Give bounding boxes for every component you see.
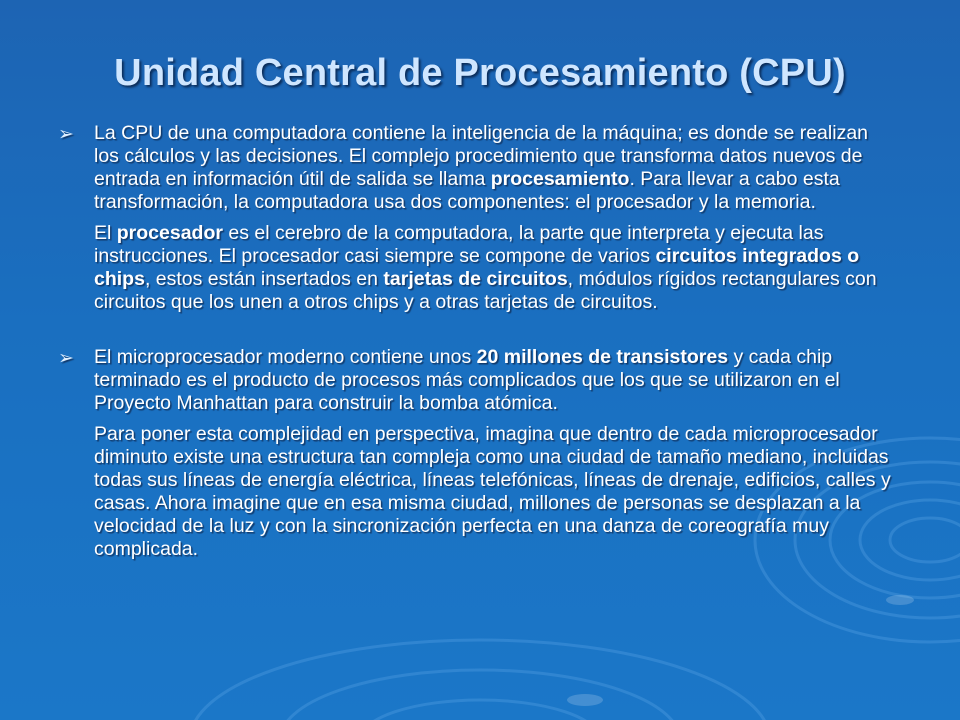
text-run: El — [94, 222, 117, 244]
paragraph-perspectiva — [58, 423, 898, 561]
paragraph-cpu-intro — [94, 122, 898, 214]
slide-title: Unidad Central de Procesamiento (CPU) — [114, 52, 846, 94]
bold-term-tarjetas: tarjetas de circuitos — [383, 268, 568, 290]
text-run: Para poner esta complejidad en perspectiva, imagina que dentro de cada microprocesador diminuto existe una estructura tan compleja como una ciudad de tamaño mediano, incluidas todas sus líneas de energía eléctrica, líneas telefónicas, líneas de drenaje, edificios, calles y casas. Ahora imagine que en esa misma ciudad, millones de personas se desplazan a la velocidad de la luz y con la sincronización perfecta en una danza de coreografía muy complicada. — [94, 423, 891, 560]
text-run: . Para llevar a cabo esta transformación, la computadora usa dos componentes: el procesador y la memoria. — [94, 168, 840, 213]
arrow-bullet-icon: ➢ — [58, 348, 74, 369]
bold-term-procesador: procesador — [116, 222, 223, 244]
bold-term-procesamiento: procesamiento — [490, 168, 630, 190]
slide-body — [58, 122, 898, 561]
spacer — [58, 314, 898, 346]
text-run: El microprocesador moderno contiene unos — [94, 346, 477, 368]
text-run: , estos están insertados en — [144, 268, 384, 290]
text-run: y cada chip terminado es el producto de procesos más complicados que los que se utilizaron en el Proyecto Manhattan para construir la bomba atómica. — [94, 346, 840, 414]
bold-term-transistores: 20 millones de transistores — [476, 346, 729, 368]
paragraph-microprocesador — [94, 346, 898, 415]
bullet-cpu-intro — [58, 122, 898, 214]
text-run: es el cerebro de la computadora, la parte que interpreta y ejecuta las instrucciones. El procesador casi siempre se compone de varios — [94, 222, 824, 267]
paragraph-procesador — [58, 222, 898, 314]
bullet-microprocesador — [58, 346, 898, 415]
text-run: , módulos rígidos rectangulares con circuitos que los unen a otros chips y a otras tarjetas de circuitos. — [94, 268, 877, 313]
text-run: La CPU de una computadora contiene la inteligencia de la máquina; es donde se realizan los cálculos y las decisiones. El complejo procedimiento que transforma datos nuevos de entrada en información útil de salida se llama — [94, 122, 869, 190]
arrow-bullet-icon: ➢ — [58, 124, 74, 145]
bold-term-chips: circuitos integrados o chips — [94, 245, 860, 290]
